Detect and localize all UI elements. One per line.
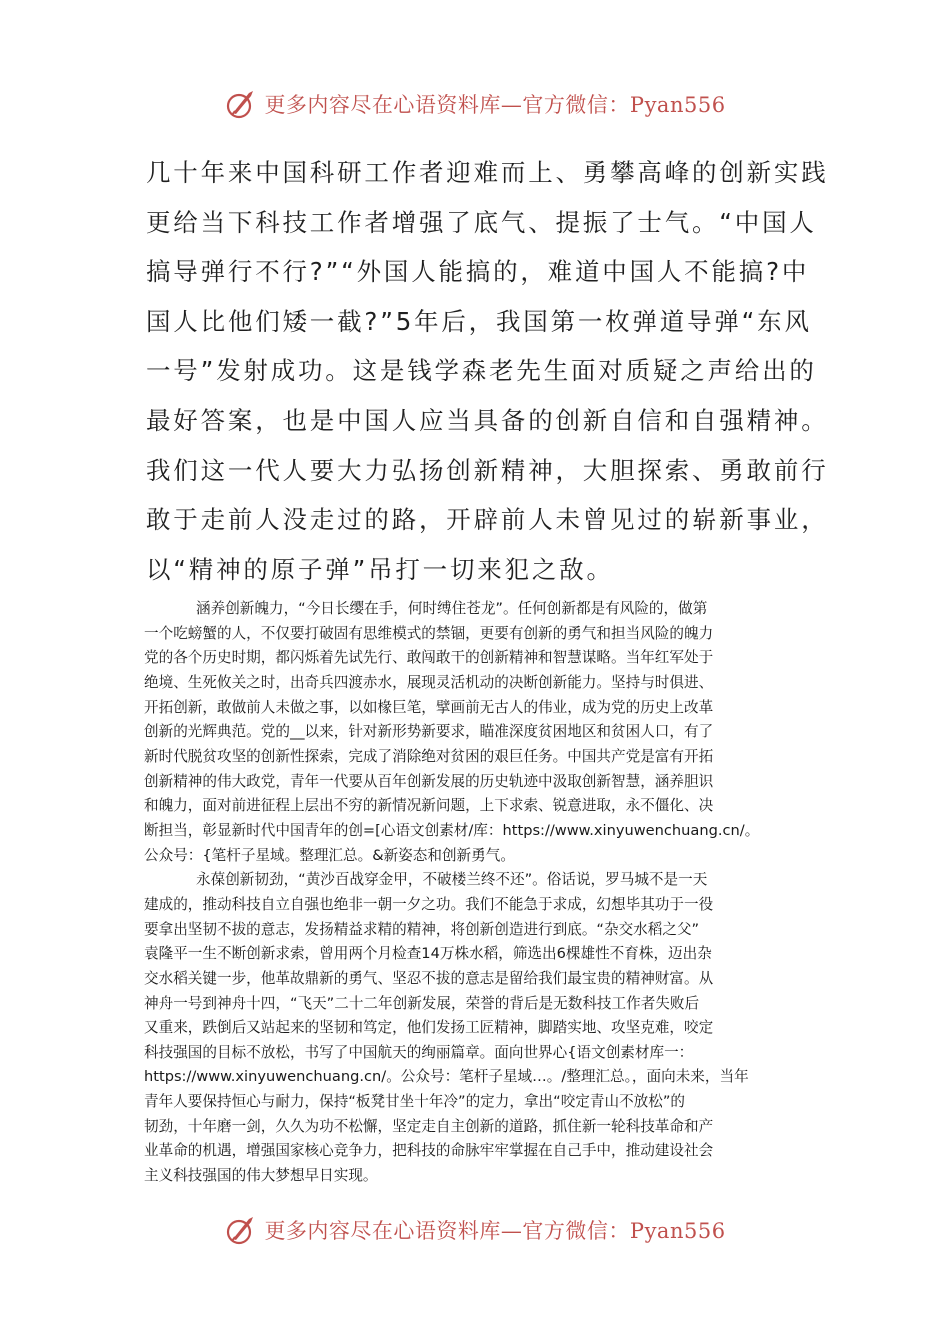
large-line: 敢于走前人没走过的路，开辟前人未曾见过的崭新事业， (146, 505, 829, 535)
paragraph-line: 建成的，推动科技自立自强也绝非一朝一夕之功。我们不能急于求成，幻想毕其功于一役 (144, 895, 714, 913)
paragraph-line: 业革命的机遇，增强国家核心竞争力，把科技的命脉牢牢掌握在自己手中，推动建设社会 (144, 1142, 714, 1160)
paragraph-line: 一个吃螃蟹的人，不仅要打破固有思维模式的禁锢，更要有创新的勇气和担当风险的魄力 (144, 624, 714, 642)
paragraph-line: 又重来，跌倒后又站起来的坚韧和笃定，他们发扬工匠精神，脚踏实地、攻坚克难，咬定 (144, 1019, 714, 1037)
paragraph-line: 科技强国的目标不放松，书写了中国航天的绚丽篇章。面向世界心{语文创素材库一： (144, 1043, 694, 1061)
paragraph-line: 和魄力，面对前进征程上层出不穷的新情况新问题，上下求索、锐意进取，永不僵化、决 (144, 797, 714, 815)
paragraph-line: 神舟一号到神舟十四，“飞天”二十二年创新发展，荣誉的背后是无数科技工作者失败后 (144, 994, 700, 1012)
large-line: 国人比他们矮一截?”5年后，我国第一枚弹道导弹“东风 (146, 306, 812, 336)
banner-text: 更多内容尽在心语资料库—官方微信：Pyan556 (264, 1219, 726, 1243)
footer-banner (0, 1210, 950, 1250)
paragraph-line: 韧劲，十年磨一剑，久久为功不松懈，坚定走自主创新的道路，抓住新一轮科技革命和产 (144, 1117, 714, 1135)
paragraph-line: 主义科技强国的伟大梦想早日实现。 (144, 1167, 378, 1185)
paragraph-line: 交水稻关键一步，他革故鼎新的勇气、坚忍不拔的意志是留给我们最宝贵的精神财富。从 (144, 969, 714, 987)
paragraph-line: 袁隆平一生不断创新求索，曾用两个月检查14万株水稻，筛选出6棵雄性不育株，迈出杂 (144, 945, 712, 963)
quill-pen-circle-icon (224, 1213, 258, 1247)
large-line: 最好答案，也是中国人应当具备的创新自信和自强精神。 (146, 405, 829, 435)
paragraph-line: 公众号：{笔杆子星域。整理汇总。&新姿态和创新勇气。 (144, 846, 515, 864)
large-line: 一号”发射成功。这是钱学森老先生面对质疑之声给出的 (146, 356, 817, 386)
large-line: 搞导弹行不行?”“外国人能搞的，难道中国人不能搞?中 (146, 257, 810, 287)
paragraph-line: 断担当，彰显新时代中国青年的创=[心语文创素材/库：https://www.xinyuwenchuang.cn/。 (144, 821, 760, 839)
paragraph-line: 党的各个历史时期，都闪烁着先试先行、敢闯敢干的创新精神和智慧谋略。当年红军处于 (144, 649, 714, 667)
paragraph-line: 涵养创新魄力，“今日长缨在手，何时缚住苍龙”。任何创新都是有风险的，做第 (196, 600, 708, 617)
paragraph-line: https://www.xinyuwenchuang.cn/。公众号：笔杆子星域…。/整理汇总。，面向未来，当年 (144, 1068, 749, 1086)
paragraph-line: 开拓创新，敢做前人未做之事，以如椽巨笔，擘画前无古人的伟业，成为党的历史上改革 (144, 698, 714, 716)
paragraph-line: 创新的光辉典范。党的__以来，针对新形势新要求，瞄准深度贫困地区和贫困人口，有了 (144, 723, 714, 741)
body-text-block (144, 597, 810, 1189)
paragraph-line: 永葆创新韧劲，“黄沙百战穿金甲，不破楼兰终不还”。俗话说，罗马城不是一天 (196, 871, 708, 889)
paragraph-line: 创新精神的伟大政党，青年一代要从百年创新发展的历史轨迹中汲取创新智慧，涵养胆识 (144, 772, 714, 790)
paragraph-line: 青年人要保持恒心与耐力，保持“板凳甘坐十年冷”的定力，拿出“咬定青山不放松”的 (144, 1093, 686, 1111)
header-banner (0, 84, 950, 124)
large-line: 以“精神的原子弹”吊打一切来犯之敌。 (146, 554, 614, 584)
large-line: 更给当下科技工作者增强了底气、提振了士气。“中国人 (146, 207, 817, 237)
quill-pen-circle-icon (224, 87, 258, 121)
large-text-block (146, 148, 829, 594)
large-line: 我们这一代人要大力弘扬创新精神，大胆探索、勇敢前行 (146, 455, 829, 485)
paragraph-line: 新时代脱贫攻坚的创新性探索，完成了消除绝对贫困的艰巨任务。中国共产党是富有开拓 (144, 747, 714, 765)
banner-text: 更多内容尽在心语资料库—官方微信：Pyan556 (264, 93, 726, 117)
paragraph-line: 绝境、生死攸关之时，出奇兵四渡赤水，展现灵活机动的决断创新能力。坚持与时俱进、 (144, 673, 714, 691)
paragraph-line: 要拿出坚韧不拔的意志，发扬精益求精的精神，将创新创造进行到底。“杂交水稻之父” (144, 920, 700, 938)
large-line: 几十年来中国科研工作者迎难而上、勇攀高峰的创新实践 (146, 158, 829, 187)
